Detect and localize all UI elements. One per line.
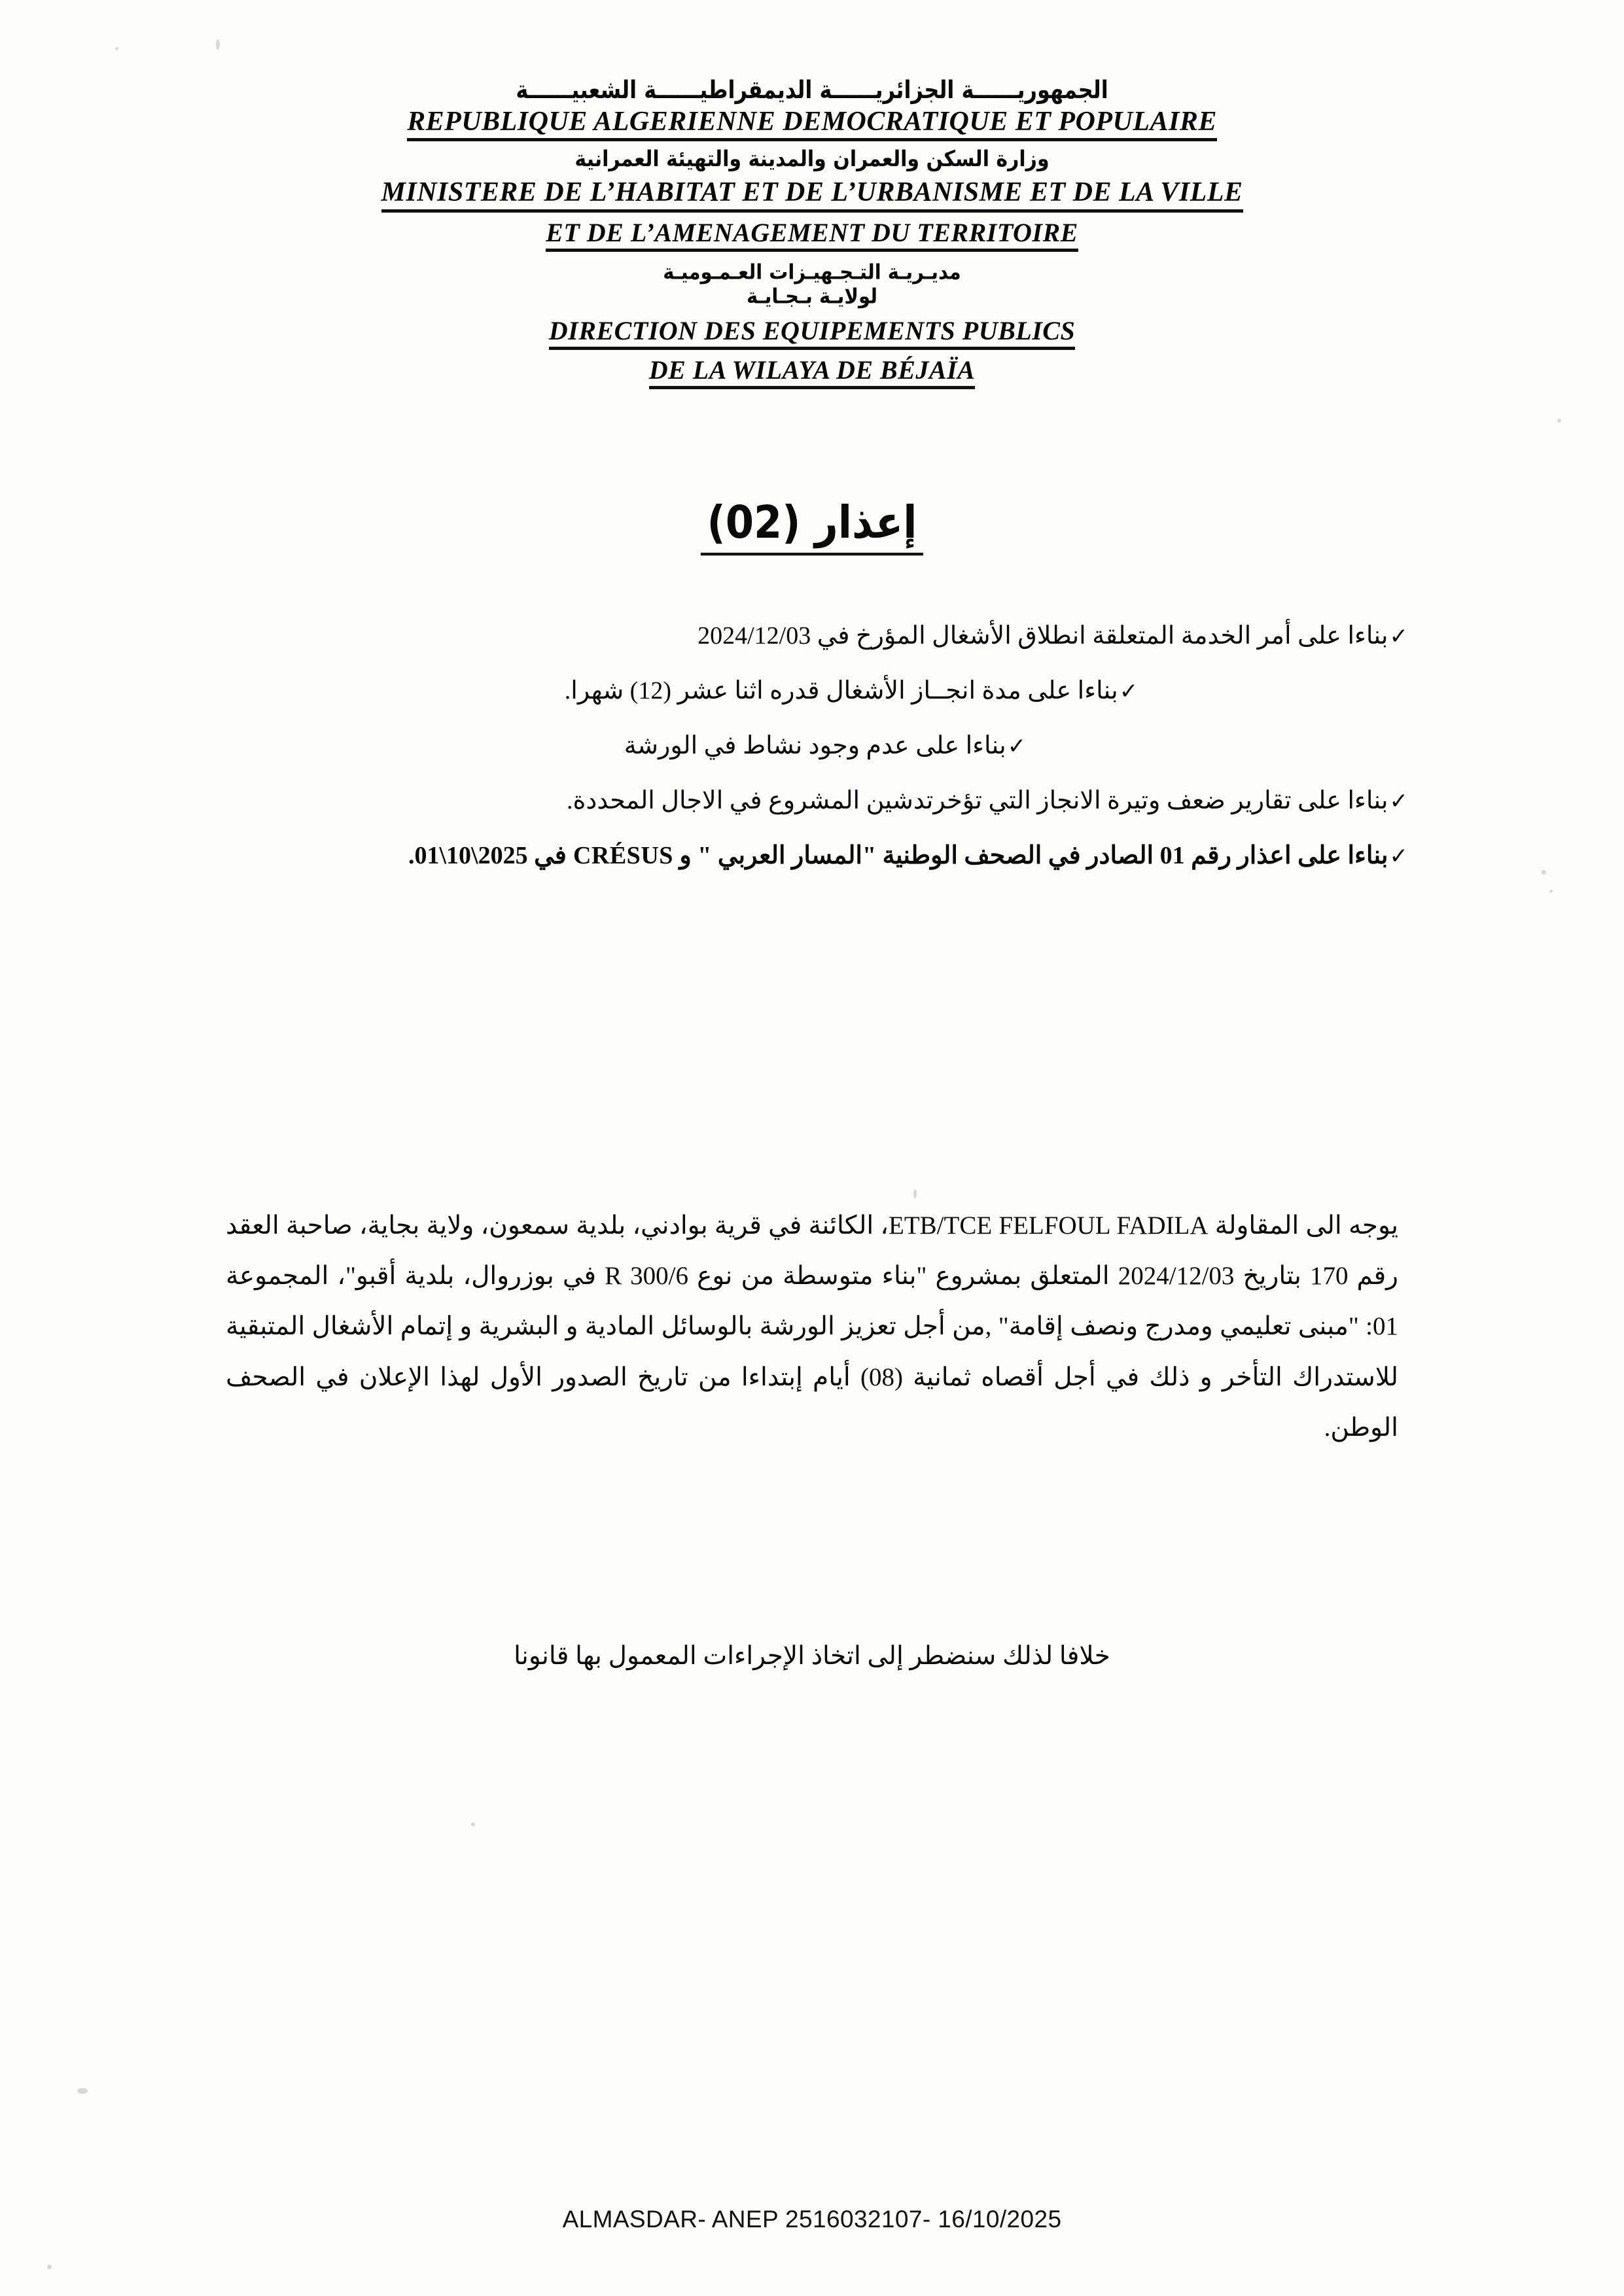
ministry-name-arabic: وزارة السكن والعمران والمدينة والتهيئة العمرانية — [574, 147, 1050, 173]
scan-speck — [216, 39, 220, 50]
clause-text: بناءا على اعذار رقم 01 الصادر في الصحف الوطنية "المسار العربي " و CRÉSUS في 2025\10\01. — [408, 842, 1388, 870]
check-icon: ✓ — [1389, 843, 1408, 870]
ministry-name-french-line-2: ET DE L’AMENAGEMENT DU TERRITOIRE — [546, 219, 1078, 252]
letterhead — [0, 77, 1624, 389]
republic-name-french: REPUBLIQUE ALGERIENNE DEMOCRATIQUE ET POPULAIRE — [407, 107, 1217, 142]
scan-speck — [77, 2088, 88, 2094]
closing-statement: خلافا لذلك سنضطر إلى اتخاذ الإجراءات المعمول بها قانونا — [514, 1642, 1110, 1670]
scan-speck — [1542, 870, 1546, 875]
republic-name-arabic: الجمهوريــــــة الجزائريــــــة الديمقراطيــــــة الشعبيــــــة — [516, 75, 1108, 105]
clause-item — [216, 612, 1408, 660]
clause-text: بناءا على تقارير ضعف وتيرة الانجاز التي تؤخرتدشين المشروع في الاجال المحددة. — [566, 787, 1388, 815]
direction-name-french-line-1: DIRECTION DES EQUIPEMENTS PUBLICS — [549, 317, 1075, 350]
scan-speck — [1557, 419, 1561, 423]
scan-speck — [471, 1822, 475, 1826]
clause-text: بناءا على عدم وجود نشاط في الورشة — [624, 732, 1006, 760]
clause-text: بناءا على أمر الخدمة المتعلقة انطلاق الأشغال المؤرخ في 2024/12/03 — [697, 622, 1388, 650]
scan-speck — [47, 2265, 52, 2269]
clause-item — [216, 831, 1408, 880]
check-icon: ✓ — [1389, 623, 1408, 650]
page-title-text: إعذار (02) — [701, 496, 924, 555]
footer-reference: ALMASDAR- ANEP 2516032107- 16/10/2025 — [562, 2206, 1062, 2233]
check-icon: ✓ — [1389, 788, 1408, 815]
direction-name-arabic-line-2: لولايـة بـجـايـة — [746, 283, 878, 309]
clause-item — [216, 722, 1408, 770]
check-icon: ✓ — [1119, 678, 1139, 705]
page-title — [0, 496, 1624, 550]
body-paragraph: يوجه الى المقاولة ETB/TCE FELFOUL FADILA، الكائنة في قرية بوادني، بلدية سمعون، ولاية بجاية، صاحبة العقد رقم 170 بتاريخ 2024/12/03 المتعلق بمشروع "بناء متوسطة من نوع R 300/6 في بوزروال، بلدية أقبو"، المجموعة 01: "مبنى تعليمي ومدرج ونصف إقامة" ,من أجل تعزيز الورشة بالوسائل المادية و البشرية و إتمام الأشغال المتبقية للاستدراك التأخر و ذلك في أجل أقصاه ثمانية (08) أيام إبتداءا من تاريخ الصدور الأول لهذا الإعلان في الصحف الوطن. — [226, 1211, 1398, 1442]
ministry-name-french-line-1: MINISTERE DE L’HABITAT ET DE L’URBANISME ET DE LA VILLE — [381, 178, 1243, 213]
scan-speck — [913, 1189, 917, 1198]
clause-item — [216, 776, 1408, 825]
clause-item — [216, 667, 1408, 715]
direction-name-french-line-2: DE LA WILAYA DE BÉJAÏA — [649, 357, 976, 389]
clause-list — [216, 612, 1408, 886]
check-icon: ✓ — [1007, 733, 1027, 760]
scan-speck — [1549, 890, 1553, 893]
clause-text: بناءا على مدة انجــاز الأشغال قدره اثنا عشر (12) شهرا. — [564, 677, 1118, 705]
direction-name-arabic-line-1: مديـريـة التـجـهيـزات العـمـوميـة — [663, 259, 961, 285]
scan-speck — [115, 47, 118, 50]
